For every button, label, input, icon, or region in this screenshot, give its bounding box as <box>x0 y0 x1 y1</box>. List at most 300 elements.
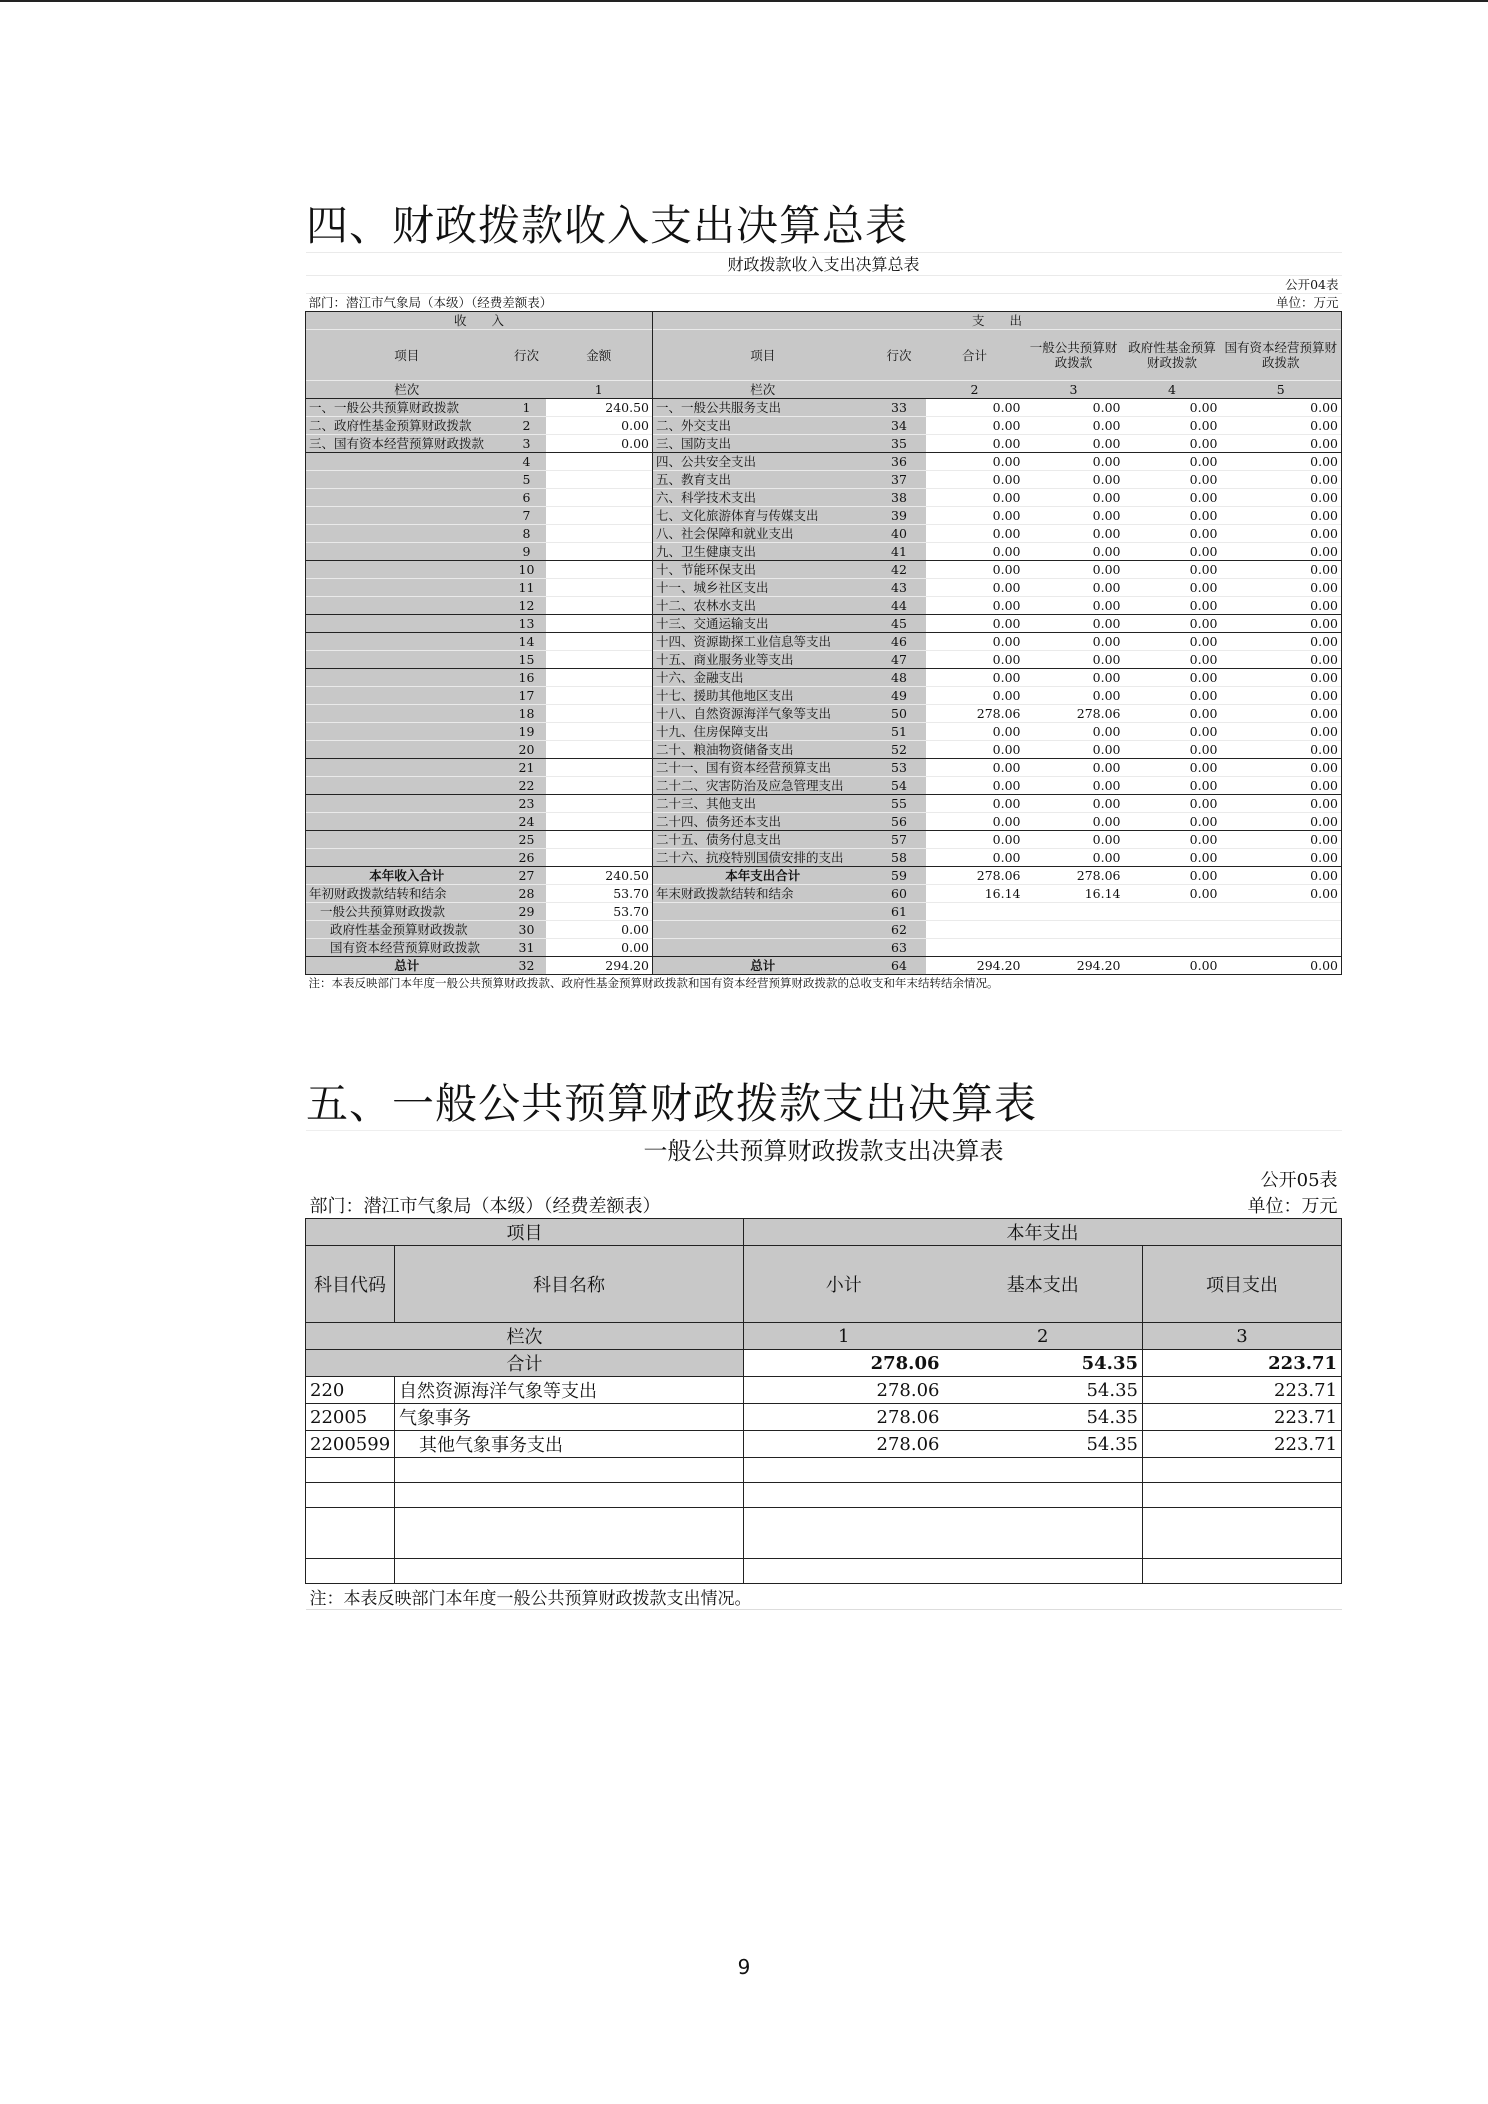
unit-label: 单位：万元 <box>1247 1196 1338 1217</box>
grand-total-value: 294.20 <box>926 957 1024 975</box>
col-number: 5 <box>1221 381 1342 399</box>
col-item: 项目 <box>653 330 873 381</box>
expense-fund-value: 0.00 <box>1124 435 1221 453</box>
expense-row-number: 37 <box>873 471 926 489</box>
project-value: 223.71 <box>1143 1377 1342 1404</box>
expense-item: 九、卫生健康支出 <box>653 543 873 561</box>
col-number: 1 <box>744 1323 944 1350</box>
income-row-number: 2 <box>508 417 546 435</box>
sub-fund-amount: 0.00 <box>546 921 653 939</box>
expense-row-number: 36 <box>873 453 926 471</box>
subject-code: 22005 <box>306 1404 395 1431</box>
income-row-number: 22 <box>508 777 546 795</box>
expense-general-value: 0.00 <box>1024 849 1124 867</box>
income-item <box>306 543 508 561</box>
subtotal-value: 278.06 <box>744 1431 944 1458</box>
expense-state-value: 0.00 <box>1221 417 1342 435</box>
expense-state-value: 0.00 <box>1221 777 1342 795</box>
expense-general-value: 0.00 <box>1024 525 1124 543</box>
expense-row-number: 46 <box>873 633 926 651</box>
expense-row-number: 58 <box>873 849 926 867</box>
expense-total-value: 278.06 <box>926 867 1024 885</box>
expense-total-value: 0.00 <box>926 525 1024 543</box>
general-budget-expenditure-table <box>305 1130 1341 1609</box>
expense-total-value: 0.00 <box>926 597 1024 615</box>
expense-total-value: 0.00 <box>926 759 1024 777</box>
summary-table-row <box>306 723 1342 741</box>
income-total-label: 本年收入合计 <box>306 867 508 885</box>
expense-state-value: 0.00 <box>1221 561 1342 579</box>
expense-total-value: 0.00 <box>926 687 1024 705</box>
expense-item: 五、教育支出 <box>653 471 873 489</box>
summary-table-row <box>306 597 1342 615</box>
expense-fund-value: 0.00 <box>1124 777 1221 795</box>
income-item: 二、政府性基金预算财政拨款 <box>306 417 508 435</box>
page-number: 9 <box>737 1955 751 1979</box>
summary-table-row <box>306 741 1342 759</box>
expense-total-label: 本年支出合计 <box>653 867 873 885</box>
department-label: 部门：潜江市气象局（本级）（经费差额表） <box>306 294 653 312</box>
expense-state-value: 0.00 <box>1221 453 1342 471</box>
expense-fund-value: 0.00 <box>1124 759 1221 777</box>
carry-end-value: 0.00 <box>1221 885 1342 903</box>
summary-table-row <box>306 471 1342 489</box>
grand-total-value: 0.00 <box>1221 957 1342 975</box>
income-item <box>306 507 508 525</box>
expense-fund-value: 0.00 <box>1124 723 1221 741</box>
expense-fund-value: 0.00 <box>1124 579 1221 597</box>
subject-code: 220 <box>306 1377 395 1404</box>
expense-general-value: 0.00 <box>1024 489 1124 507</box>
expense-item: 十二、农林水支出 <box>653 597 873 615</box>
expense-total-value: 0.00 <box>926 777 1024 795</box>
income-amount <box>546 723 653 741</box>
summary-table-row <box>306 633 1342 651</box>
basic-value: 54.35 <box>944 1377 1143 1404</box>
expense-state-value: 0.00 <box>1221 471 1342 489</box>
income-row-number: 12 <box>508 597 546 615</box>
income-item <box>306 453 508 471</box>
col-total: 合计 <box>926 330 1024 381</box>
subject-code: 2200599 <box>306 1431 395 1458</box>
income-amount <box>546 669 653 687</box>
sub-general-amount: 53.70 <box>546 903 653 921</box>
col-number: 4 <box>1124 381 1221 399</box>
income-row-number: 17 <box>508 687 546 705</box>
sub-fund-row: 30 <box>508 921 546 939</box>
expense-item: 十一、城乡社区支出 <box>653 579 873 597</box>
summary-table-row <box>306 651 1342 669</box>
expense-state-value: 0.00 <box>1221 435 1342 453</box>
expense-state-value: 0.00 <box>1221 525 1342 543</box>
expense-row-number: 42 <box>873 561 926 579</box>
income-amount <box>546 453 653 471</box>
income-amount <box>546 849 653 867</box>
total-value: 223.71 <box>1143 1350 1342 1377</box>
sub-state-row: 31 <box>508 939 546 957</box>
income-row-number: 11 <box>508 579 546 597</box>
expense-total-row: 59 <box>873 867 926 885</box>
expense-fund-value: 0.00 <box>1124 633 1221 651</box>
carry-end-value: 0.00 <box>1124 885 1221 903</box>
table-title: 一般公共预算财政拨款支出决算表 <box>306 1131 1342 1167</box>
income-amount <box>546 597 653 615</box>
expense-general-value: 0.00 <box>1024 435 1124 453</box>
sub-general-row: 29 <box>508 903 546 921</box>
expense-general-value: 0.00 <box>1024 813 1124 831</box>
income-item <box>306 525 508 543</box>
carry-end-value: 16.14 <box>926 885 1024 903</box>
col-year-expense: 本年支出 <box>744 1219 1342 1246</box>
expense-row-number: 50 <box>873 705 926 723</box>
expense-state-value: 0.00 <box>1221 705 1342 723</box>
summary-table-row <box>306 705 1342 723</box>
income-amount <box>546 615 653 633</box>
expense-fund-value: 0.00 <box>1124 561 1221 579</box>
income-row-number: 26 <box>508 849 546 867</box>
carry-begin-amount: 53.70 <box>546 885 653 903</box>
project-value: 223.71 <box>1143 1431 1342 1458</box>
expense-state-value: 0.00 <box>1221 615 1342 633</box>
expense-fund-value: 0.00 <box>1124 831 1221 849</box>
expense-row-number: 41 <box>873 543 926 561</box>
expense-row-number: 33 <box>873 399 926 417</box>
income-item: 三、国有资本经营预算财政拨款 <box>306 435 508 453</box>
income-row-number: 3 <box>508 435 546 453</box>
expense-item: 二、外交支出 <box>653 417 873 435</box>
sub-state-amount: 0.00 <box>546 939 653 957</box>
sub-row-right: 61 <box>873 903 926 921</box>
expense-total-value: 0.00 <box>926 795 1024 813</box>
income-item <box>306 831 508 849</box>
income-amount <box>546 633 653 651</box>
expense-general-value: 0.00 <box>1024 651 1124 669</box>
income-amount <box>546 489 653 507</box>
expense-state-value: 0.00 <box>1221 579 1342 597</box>
summary-table-row <box>306 489 1342 507</box>
expense-row-number: 49 <box>873 687 926 705</box>
income-amount: 0.00 <box>546 417 653 435</box>
expense-general-value: 0.00 <box>1024 669 1124 687</box>
summary-table-row <box>306 849 1342 867</box>
income-item <box>306 579 508 597</box>
summary-table-row <box>306 543 1342 561</box>
expense-item: 七、文化旅游体育与传媒支出 <box>653 507 873 525</box>
grand-total-left-label: 总计 <box>306 957 508 975</box>
expense-state-value: 0.00 <box>1221 669 1342 687</box>
expense-item: 十五、商业服务业等支出 <box>653 651 873 669</box>
table-note: 注：本表反映部门本年度一般公共预算财政拨款支出情况。 <box>306 1584 1342 1610</box>
income-amount <box>546 813 653 831</box>
expense-state-value: 0.00 <box>1221 507 1342 525</box>
summary-table-row <box>306 579 1342 597</box>
col-row: 行次 <box>508 330 546 381</box>
expense-fund-value: 0.00 <box>1124 669 1221 687</box>
expense-row-number: 51 <box>873 723 926 741</box>
expense-total-value: 0.00 <box>926 561 1024 579</box>
income-item <box>306 795 508 813</box>
income-row-number: 6 <box>508 489 546 507</box>
income-item <box>306 705 508 723</box>
grand-total-value: 294.20 <box>1024 957 1124 975</box>
expense-general-value: 0.00 <box>1024 687 1124 705</box>
expense-row-number: 39 <box>873 507 926 525</box>
basic-value: 54.35 <box>944 1404 1143 1431</box>
expense-total-value: 0.00 <box>926 831 1024 849</box>
expense-fund-value: 0.00 <box>1124 453 1221 471</box>
income-row-number: 15 <box>508 651 546 669</box>
expense-state-value: 0.00 <box>1221 489 1342 507</box>
expense-total-value: 0.00 <box>926 723 1024 741</box>
income-row-number: 10 <box>508 561 546 579</box>
income-row-number: 20 <box>508 741 546 759</box>
income-header: 收 入 <box>306 312 653 330</box>
income-item <box>306 633 508 651</box>
expense-row-number: 48 <box>873 669 926 687</box>
expense-general-value: 0.00 <box>1024 759 1124 777</box>
expense-state-value: 0.00 <box>1221 759 1342 777</box>
expense-item: 十七、援助其他地区支出 <box>653 687 873 705</box>
summary-table-row <box>306 525 1342 543</box>
col-basic-expense: 基本支出 <box>944 1246 1143 1323</box>
grand-total-left-amount: 294.20 <box>546 957 653 975</box>
income-row-number: 4 <box>508 453 546 471</box>
lanci-label: 栏次 <box>306 381 508 399</box>
income-amount <box>546 471 653 489</box>
expense-total-value: 0.00 <box>926 651 1024 669</box>
income-row-number: 13 <box>508 615 546 633</box>
expense-total-value: 0.00 <box>1124 867 1221 885</box>
sub-row-right: 62 <box>873 921 926 939</box>
income-amount <box>546 543 653 561</box>
page-top-border <box>0 0 1488 2</box>
expense-row-number: 55 <box>873 795 926 813</box>
expense-total-value: 0.00 <box>926 453 1024 471</box>
income-row-number: 16 <box>508 669 546 687</box>
income-row-number: 24 <box>508 813 546 831</box>
summary-table-row <box>306 813 1342 831</box>
income-row-number: 14 <box>508 633 546 651</box>
total-value: 278.06 <box>744 1350 944 1377</box>
department-label: 部门：潜江市气象局（本级）（经费差额表） <box>309 1196 661 1217</box>
table-code: 公开04表 <box>1221 276 1342 294</box>
expense-state-value: 0.00 <box>1221 795 1342 813</box>
income-amount <box>546 705 653 723</box>
expense-state-value: 0.00 <box>1221 741 1342 759</box>
income-amount <box>546 759 653 777</box>
expense-state-value: 0.00 <box>1221 633 1342 651</box>
expense-total-value: 0.00 <box>926 849 1024 867</box>
lanci-label: 栏次 <box>306 1323 744 1350</box>
summary-table-row <box>306 417 1342 435</box>
income-item <box>306 723 508 741</box>
summary-table-row <box>306 399 1342 417</box>
summary-table-row <box>306 615 1342 633</box>
expense-fund-value: 0.00 <box>1124 795 1221 813</box>
col-fund-budget: 政府性基金预算财政拨款 <box>1124 330 1221 381</box>
income-amount <box>546 741 653 759</box>
expense-general-value: 0.00 <box>1024 777 1124 795</box>
income-item <box>306 777 508 795</box>
income-amount: 0.00 <box>546 435 653 453</box>
income-amount <box>546 525 653 543</box>
expense-item: 十、节能环保支出 <box>653 561 873 579</box>
income-amount <box>546 507 653 525</box>
col-general-budget: 一般公共预算财政拨款 <box>1024 330 1124 381</box>
income-amount <box>546 561 653 579</box>
expense-fund-value: 0.00 <box>1124 489 1221 507</box>
carry-begin-row: 28 <box>508 885 546 903</box>
expense-total-value: 0.00 <box>926 399 1024 417</box>
expense-item: 二十四、债务还本支出 <box>653 813 873 831</box>
expense-state-value: 0.00 <box>1221 543 1342 561</box>
expense-general-value: 0.00 <box>1024 723 1124 741</box>
income-row-number: 19 <box>508 723 546 741</box>
summary-table-row <box>306 561 1342 579</box>
summary-table-row <box>306 507 1342 525</box>
expense-state-value: 0.00 <box>1221 651 1342 669</box>
income-amount <box>546 777 653 795</box>
expense-state-value: 0.00 <box>1221 849 1342 867</box>
income-item <box>306 849 508 867</box>
expense-item: 十三、交通运输支出 <box>653 615 873 633</box>
summary-table-row <box>306 453 1342 471</box>
income-item <box>306 759 508 777</box>
expense-total-value: 0.00 <box>926 489 1024 507</box>
grand-total-value: 0.00 <box>1124 957 1221 975</box>
sub-general-label: 一般公共预算财政拨款 <box>306 903 508 921</box>
carry-end-value: 16.14 <box>1024 885 1124 903</box>
income-total-amount: 240.50 <box>546 867 653 885</box>
project-value: 223.71 <box>1143 1404 1342 1431</box>
expense-general-value: 0.00 <box>1024 831 1124 849</box>
carry-begin-label: 年初财政拨款结转和结余 <box>306 885 508 903</box>
expense-general-value: 0.00 <box>1024 507 1124 525</box>
income-row-number: 18 <box>508 705 546 723</box>
expense-fund-value: 0.00 <box>1124 615 1221 633</box>
expense-item: 二十一、国有资本经营预算支出 <box>653 759 873 777</box>
expense-general-value: 0.00 <box>1024 453 1124 471</box>
expense-general-value: 0.00 <box>1024 579 1124 597</box>
summary-table-row <box>306 831 1342 849</box>
expense-item: 二十五、债务付息支出 <box>653 831 873 849</box>
expense-general-value: 0.00 <box>1024 417 1124 435</box>
expense-row-number: 53 <box>873 759 926 777</box>
income-amount <box>546 831 653 849</box>
expense-row-number: 57 <box>873 831 926 849</box>
expense-item: 十八、自然资源海洋气象等支出 <box>653 705 873 723</box>
expense-row-number: 40 <box>873 525 926 543</box>
expense-item: 二十二、灾害防治及应急管理支出 <box>653 777 873 795</box>
expense-fund-value: 0.00 <box>1124 525 1221 543</box>
col-project-expense: 项目支出 <box>1143 1246 1342 1323</box>
unit-label: 单位：万元 <box>1221 294 1342 312</box>
col-row: 行次 <box>873 330 926 381</box>
grand-total-right-label: 总计 <box>653 957 873 975</box>
expense-fund-value: 0.00 <box>1124 507 1221 525</box>
fiscal-appropriation-summary-table <box>305 252 1341 988</box>
expense-row-number: 45 <box>873 615 926 633</box>
income-row-number: 21 <box>508 759 546 777</box>
carry-end-label: 年末财政拨款结转和结余 <box>653 885 873 903</box>
summary-table-row <box>306 669 1342 687</box>
income-row-number: 5 <box>508 471 546 489</box>
table-note: 注：本表反映部门本年度一般公共预算财政拨款、政府性基金预算财政拨款和国有资本经营预算财政拨款的总收支和年末结转结余情况。 <box>306 975 1342 993</box>
col-item: 项目 <box>306 1219 744 1246</box>
expense-row-number: 52 <box>873 741 926 759</box>
subject-name: 其他气象事务支出 <box>395 1431 744 1458</box>
income-row-number: 1 <box>508 399 546 417</box>
grand-total-left-row: 32 <box>508 957 546 975</box>
expense-row-number: 56 <box>873 813 926 831</box>
expense-fund-value: 0.00 <box>1124 597 1221 615</box>
table-title: 财政拨款收入支出决算总表 <box>306 253 1342 276</box>
income-total-row: 27 <box>508 867 546 885</box>
expense-general-value: 0.00 <box>1024 399 1124 417</box>
col-item: 项目 <box>306 330 508 381</box>
col-subtotal: 小计 <box>744 1246 944 1323</box>
expense-item: 一、一般公共服务支出 <box>653 399 873 417</box>
income-amount: 240.50 <box>546 399 653 417</box>
subject-name: 气象事务 <box>395 1404 744 1431</box>
income-row-number: 7 <box>508 507 546 525</box>
expense-general-value: 278.06 <box>1024 705 1124 723</box>
expense-item: 十九、住房保障支出 <box>653 723 873 741</box>
expense-header: 支 出 <box>653 312 1342 330</box>
col-number: 3 <box>1143 1323 1342 1350</box>
expense-fund-value: 0.00 <box>1124 651 1221 669</box>
col-amount: 金额 <box>546 330 653 381</box>
income-item <box>306 813 508 831</box>
expense-total-value: 0.00 <box>1221 867 1342 885</box>
expense-total-value: 0.00 <box>926 633 1024 651</box>
summary-table-row <box>306 777 1342 795</box>
expense-total-value: 0.00 <box>926 471 1024 489</box>
expense-item: 十六、金融支出 <box>653 669 873 687</box>
income-item <box>306 471 508 489</box>
carry-end-row: 60 <box>873 885 926 903</box>
expense-fund-value: 0.00 <box>1124 849 1221 867</box>
income-row-number: 25 <box>508 831 546 849</box>
expense-total-value: 278.06 <box>926 705 1024 723</box>
expense-fund-value: 0.00 <box>1124 471 1221 489</box>
income-item <box>306 561 508 579</box>
lanci-label: 栏次 <box>653 381 873 399</box>
expense-fund-value: 0.00 <box>1124 741 1221 759</box>
expense-total-value: 0.00 <box>926 813 1024 831</box>
subject-name: 自然资源海洋气象等支出 <box>395 1377 744 1404</box>
col-number: 1 <box>546 381 653 399</box>
expense-total-value: 0.00 <box>926 435 1024 453</box>
income-row-number: 23 <box>508 795 546 813</box>
income-item <box>306 669 508 687</box>
expense-item: 二十六、抗疫特别国债安排的支出 <box>653 849 873 867</box>
total-label: 合计 <box>306 1350 744 1377</box>
income-amount <box>546 579 653 597</box>
col-subject-name: 科目名称 <box>395 1246 744 1323</box>
income-amount <box>546 795 653 813</box>
expense-state-value: 0.00 <box>1221 399 1342 417</box>
expense-state-value: 0.00 <box>1221 687 1342 705</box>
income-item <box>306 687 508 705</box>
expense-row-number: 38 <box>873 489 926 507</box>
expense-general-value: 0.00 <box>1024 597 1124 615</box>
total-value: 54.35 <box>944 1350 1143 1377</box>
section5-heading: 五、一般公共预算财政拨款支出决算表 <box>306 1079 1038 1128</box>
expense-general-value: 0.00 <box>1024 633 1124 651</box>
expense-total-value: 0.00 <box>926 417 1024 435</box>
income-item <box>306 489 508 507</box>
